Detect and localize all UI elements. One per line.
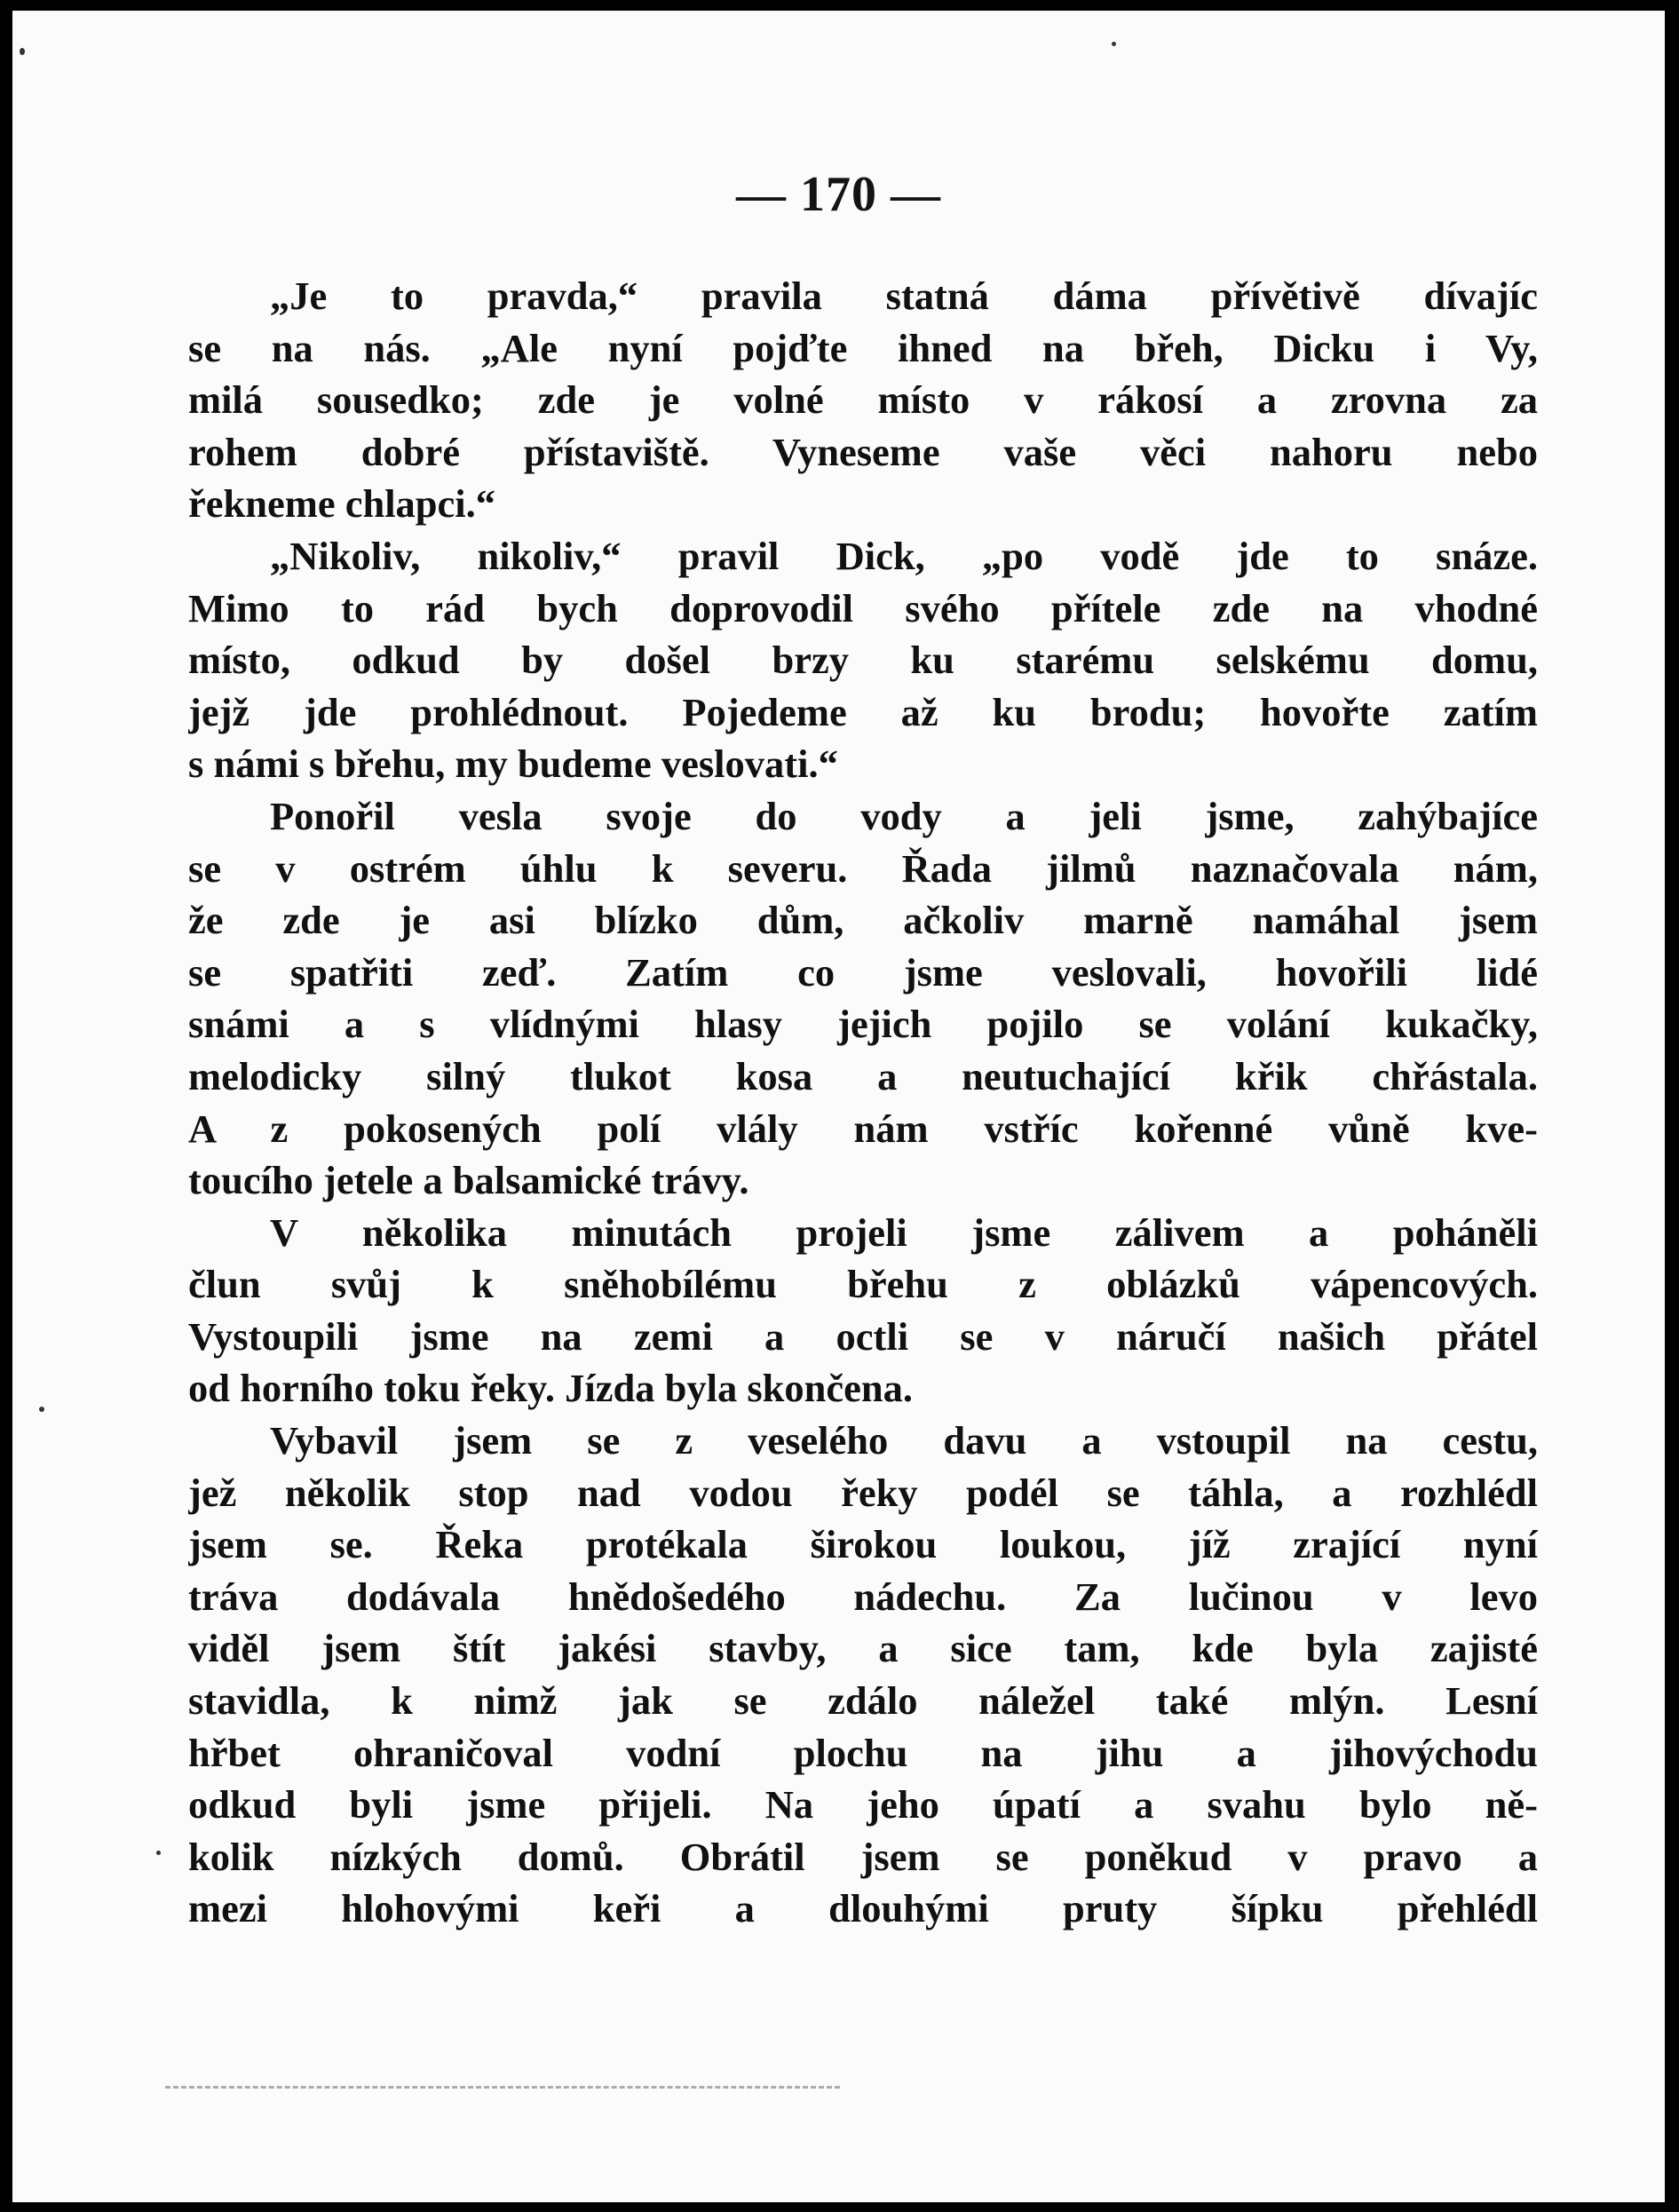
scan-speck [1112, 42, 1116, 46]
text-line: že zde je asi blízko dům, ačkoliv marně namáhal jsem [188, 898, 1538, 943]
text-line: Vybavil jsem se z veselého davu a vstoupil na cestu, [270, 1418, 1538, 1463]
text-line: hřbet ohraničoval vodní plochu na jihu a jihovýchodu [188, 1730, 1538, 1775]
scan-speck [156, 1851, 161, 1855]
scan-speck [20, 48, 25, 55]
text-line: „Je to pravda,“ pravila statná dáma přívětivě dívajíc [270, 274, 1538, 318]
page-number: — 170 — [736, 167, 941, 222]
text-line: V několika minutách projeli jsme zálivem a poháněli [270, 1209, 1538, 1255]
footer-rule [165, 2086, 840, 2089]
text-line: řekneme chlapci.“ [188, 481, 496, 527]
text-line: viděl jsem štít jakési stavby, a sice tam, kde byla zajisté [188, 1626, 1538, 1671]
book-page [12, 11, 1665, 2202]
text-line: od horního toku řeky. Jízda byla skončena. [188, 1366, 914, 1411]
text-line: tráva dodávala hnědošedého nádechu. Za lučinou v levo [188, 1574, 1538, 1619]
text-line: rohem dobré přístaviště. Vyneseme vaše věci nahoru nebo [188, 429, 1538, 474]
scan-speck [39, 1407, 44, 1412]
text-line: snámi a s vlídnými hlasy jejich pojilo se volání kukačky, [188, 1002, 1538, 1047]
text-line: „Nikoliv, nikoliv,“ pravil Dick, „po vodě jde to snáze. [270, 533, 1538, 578]
text-line: stavidla, k nimž jak se zdálo náležel také mlýn. Lesní [188, 1678, 1538, 1724]
text-line: jsem se. Řeka protékala širokou loukou, jíž zrající nyní [188, 1522, 1538, 1567]
text-line: jejž jde prohlédnout. Pojedeme až ku brodu; hovořte zatím [188, 689, 1538, 734]
text-line: Mimo to rád bych doprovodil svého přítele zde na vhodné [188, 585, 1538, 630]
text-line: melodicky silný tlukot kosa a neutuchající křik chřástala. [188, 1053, 1538, 1098]
text-line: se spatřiti zeď. Zatím co jsme veslovali, hovořili lidé [188, 949, 1538, 995]
text-line: mezi hlohovými keři a dlouhými pruty šípku přehlédl [188, 1886, 1538, 1931]
text-line: toucího jetele a balsamické trávy. [188, 1158, 749, 1203]
text-line: Ponořil vesla svoje do vody a jeli jsme, zahýbajíce [270, 793, 1538, 838]
text-line: se v ostrém úhlu k severu. Řada jilmů naznačovala nám, [188, 845, 1538, 891]
body-text [188, 270, 1538, 1935]
text-line: jež několik stop nad vodou řeky podél se táhla, a rozhlédl [188, 1470, 1538, 1515]
text-line: A z pokosených polí vlály nám vstříc kořenné vůně kve- [188, 1106, 1538, 1151]
text-line: odkud byli jsme přijeli. Na jeho úpatí a svahu bylo ně- [188, 1782, 1538, 1827]
text-line: člun svůj k sněhobílému břehu z oblázků vápencových. [188, 1262, 1538, 1307]
text-line: místo, odkud by došel brzy ku starému selskému domu, [188, 638, 1538, 683]
text-line: s námi s břehu, my budeme veslovati.“ [188, 741, 838, 787]
text-line: se na nás. „Ale nyní pojďte ihned na břeh, Dicku i Vy, [188, 325, 1538, 370]
text-line: Vystoupili jsme na zemi a octli se v náručí našich přátel [188, 1313, 1538, 1359]
text-line: milá sousedko; zde je volné místo v rákosí a zrovna za [188, 377, 1538, 423]
text-line: kolik nízkých domů. Obrátil jsem se poněkud v pravo a [188, 1834, 1538, 1879]
